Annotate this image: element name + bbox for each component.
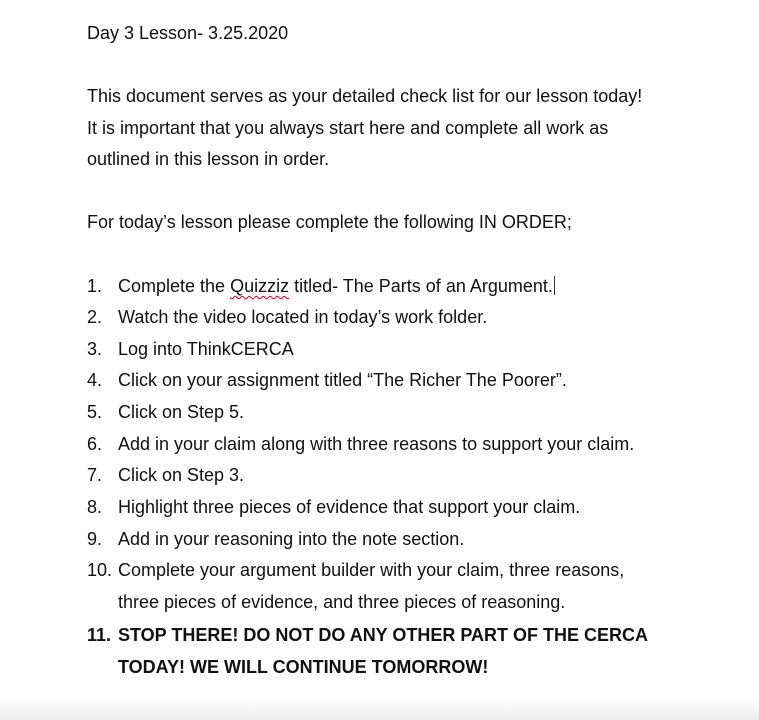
list-item-number: 2. [87, 307, 103, 327]
intro-line-2: It is important that you always start here and complete all work as [87, 118, 609, 138]
intro-line-1: This document serves as your detailed check list for our lesson today! [87, 86, 643, 106]
list-item-text: STOP THERE! DO NOT DO ANY OTHER PART OF THE CERCA [118, 625, 649, 645]
list-item-number: 11. [87, 625, 112, 645]
list-item-continuation: TODAY! WE WILL CONTINUE TOMORROW! [118, 657, 489, 677]
spellcheck-word: Quizziz [230, 276, 290, 296]
list-item-number: 5. [87, 402, 103, 422]
list-item-number: 4. [87, 370, 103, 390]
list-item [87, 623, 648, 647]
list-item [87, 274, 555, 298]
document-title: Day 3 Lesson- 3.25.2020 [87, 23, 289, 43]
list-item [87, 432, 634, 456]
list-item-text-post: titled- The Parts of an Argument. [289, 276, 553, 296]
list-item-continuation: three pieces of evidence, and three pieces of reasoning. [118, 592, 566, 612]
intro-line-3: outlined in this lesson in order. [87, 149, 330, 169]
list-item-text: Click on Step 3. [118, 465, 245, 485]
list-item-number: 7. [87, 465, 103, 485]
list-item-number: 10. [87, 560, 113, 580]
list-item-text: Click on Step 5. [118, 402, 245, 422]
list-item [87, 495, 580, 519]
list-item-text: Log into ThinkCERCA [118, 339, 294, 359]
list-item [87, 558, 624, 582]
list-item-text-pre: Complete the [118, 276, 231, 296]
list-item [87, 305, 487, 329]
list-item-number: 8. [87, 497, 103, 517]
list-item-text: Watch the video located in today’s work folder. [118, 307, 488, 327]
list-item-text: Add in your reasoning into the note section. [118, 529, 465, 549]
list-item-number: 9. [87, 529, 103, 549]
list-item-text: Complete your argument builder with your claim, three reasons, [118, 560, 625, 580]
instruction-text: For today’s lesson please complete the following IN ORDER; [87, 212, 572, 232]
page-bottom-edge [0, 698, 759, 720]
list-item [87, 527, 464, 551]
list-item [87, 337, 294, 361]
text-cursor [554, 276, 555, 295]
list-item [87, 400, 244, 424]
list-item [87, 368, 567, 392]
list-item-text: Click on your assignment titled “The Richer The Poorer”. [118, 370, 567, 390]
list-item [87, 463, 244, 487]
list-item-number: 1. [87, 276, 103, 296]
list-item-text: Add in your claim along with three reasons to support your claim. [118, 434, 635, 454]
list-item-number: 6. [87, 434, 103, 454]
list-item-number: 3. [87, 339, 103, 359]
list-item-text: Highlight three pieces of evidence that support your claim. [118, 497, 581, 517]
